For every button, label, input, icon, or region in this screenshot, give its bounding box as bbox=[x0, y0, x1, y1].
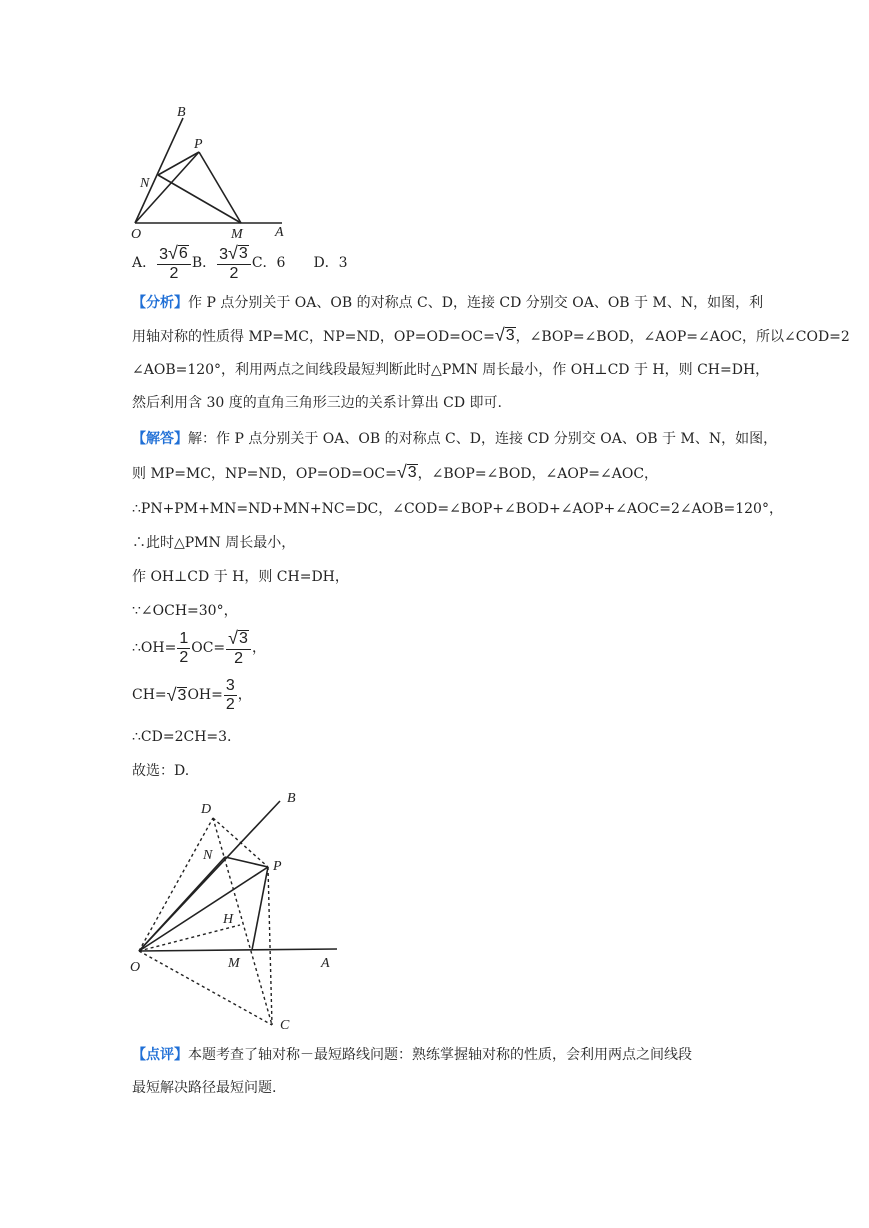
option-c: C．6 bbox=[251, 255, 286, 271]
solution-line-7: ∴OH= $\frac{1}{2}$ OC= √ 3 2 ， bbox=[132, 627, 266, 667]
solution-line-2: 则 MP=MC，NP=ND，OP=OD=OC= √ 3 ，∠BOP=∠BOD，∠AOP=∠AOC， bbox=[132, 462, 659, 482]
label-o: O bbox=[130, 960, 141, 975]
analysis-line-2: 用轴对称的性质得 MP=MC，NP=ND，OP=OD=OC= √ 3 ，∠BOP=∠BOD，∠AOP=∠AOC，所以∠COD=2 bbox=[132, 325, 850, 345]
segment-nm bbox=[158, 175, 241, 223]
solution-line-6: ∵∠OCH=30°， bbox=[132, 603, 238, 619]
label-d: D bbox=[201, 802, 212, 817]
segment-dp bbox=[213, 818, 268, 867]
solution-tag: 【解答】 bbox=[132, 431, 188, 447]
label-n: N bbox=[140, 176, 150, 191]
solution-line-4: ∴此时△PMN 周长最小， bbox=[132, 535, 296, 551]
ray-ob bbox=[135, 118, 183, 223]
segment-np bbox=[158, 152, 199, 175]
segment-np bbox=[225, 857, 268, 867]
analysis-line-4: 然后利用含 30 度的直角三角形三边的关系计算出 CD 即可. bbox=[132, 395, 503, 411]
option-d: D．3 bbox=[313, 255, 348, 271]
solution-line-3: ∴PN+PM+MN=ND+MN+NC=DC，∠COD=∠BOP+∠BOD+∠AOP+∠AOC=2∠AOB=120°， bbox=[132, 501, 783, 517]
label-p: P bbox=[273, 859, 282, 874]
figure-reflection bbox=[125, 785, 345, 1035]
segment-pc bbox=[268, 867, 272, 1025]
segment-oh bbox=[139, 925, 240, 951]
segment-pm bbox=[199, 152, 241, 223]
solution-line-5: 作 OH⊥CD 于 H，则 CH=DH， bbox=[132, 569, 349, 585]
analysis-line-3: ∠AOB=120°，利用两点之间线段最短判断此时△PMN 周长最小，作 OH⊥CD 于 H，则 CH=DH， bbox=[132, 362, 770, 378]
label-m: M bbox=[231, 227, 243, 240]
option-a-label: A． bbox=[132, 255, 157, 271]
solution-line-8: CH= √ 3 OH= $\frac{3}{2}$ ， bbox=[132, 676, 252, 713]
ray-oa bbox=[139, 949, 337, 951]
label-h: H bbox=[223, 912, 234, 927]
label-b: B bbox=[287, 791, 296, 806]
answer-options bbox=[132, 243, 348, 283]
option-b-fraction: 3 √ 3 2 bbox=[217, 244, 251, 283]
comment-line-1: 【点评】本题考查了轴对称－最短路线问题：熟练掌握轴对称的性质，会利用两点之间线段 bbox=[132, 1047, 692, 1063]
figure-triangle-pmn bbox=[125, 100, 295, 240]
analysis-tag: 【分析】 bbox=[132, 295, 188, 311]
label-n: N bbox=[203, 848, 213, 863]
label-m: M bbox=[228, 956, 240, 971]
label-b: B bbox=[177, 105, 186, 120]
label-p: P bbox=[194, 137, 203, 152]
label-a: A bbox=[321, 956, 330, 971]
label-a: A bbox=[275, 225, 284, 240]
segment-pm bbox=[252, 867, 268, 950]
label-c: C bbox=[280, 1018, 290, 1033]
label-o: O bbox=[131, 227, 142, 240]
solution-line-10: 故选：D. bbox=[132, 763, 190, 779]
comment-line-2: 最短解决路径最短问题. bbox=[132, 1080, 277, 1096]
comment-tag: 【点评】 bbox=[132, 1047, 188, 1063]
segment-dc bbox=[213, 818, 272, 1025]
option-b-label: B． bbox=[191, 255, 217, 271]
segment-oc bbox=[139, 951, 272, 1025]
analysis-line-1: 【分析】作 P 点分别关于 OA、OB 的对称点 C、D，连接 CD 分别交 OA、OB 于 M、N，如图，利 bbox=[132, 295, 764, 311]
solution-line-1: 【解答】解：作 P 点分别关于 OA、OB 的对称点 C、D，连接 CD 分别交 OA、OB 于 M、N，如图， bbox=[132, 431, 778, 447]
solution-line-9: ∴CD=2CH=3. bbox=[132, 729, 232, 745]
option-a-fraction: 3 √ 6 2 bbox=[157, 244, 191, 283]
